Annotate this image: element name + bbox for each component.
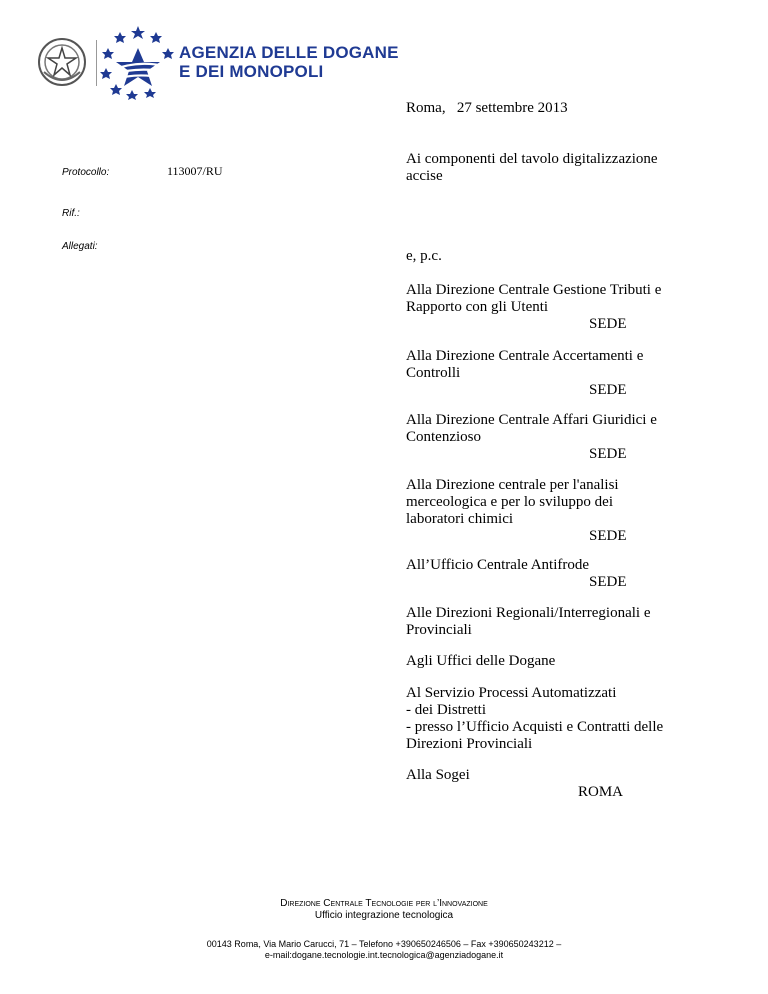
protocollo-value: 113007/RU	[167, 164, 223, 178]
recipient-line: Al Servizio Processi Automatizzati	[406, 685, 617, 701]
recipient-line: Rapporto con gli Utenti	[406, 299, 549, 315]
recipient-block	[406, 653, 706, 670]
pc-label: e, p.c.	[406, 248, 442, 264]
main-recipient	[406, 151, 706, 185]
recipient-line: Alle Direzioni Regionali/Interregionali e	[406, 605, 651, 621]
protocollo-label: Protocollo:	[62, 167, 110, 178]
main-recipient-line: Ai componenti del tavolo digitalizzazione	[406, 151, 658, 167]
recipient-block	[406, 348, 706, 399]
footer-address: 00143 Roma, Via Mario Carucci, 71 – Telefono +390650246506 – Fax +390650243212 –	[206, 939, 562, 949]
recipient-line: Direzioni Provinciali	[406, 736, 533, 752]
allegati-label: Allegati:	[62, 241, 98, 252]
recipient-block	[406, 557, 706, 591]
logo-text-line1: AGENZIA DELLE DOGANE	[179, 43, 399, 62]
footer-unit: Ufficio integrazione tecnologica	[314, 910, 454, 921]
recipient-line: Provinciali	[406, 622, 472, 638]
recipient-line: Contenzioso	[406, 429, 481, 445]
recipient-line: Alla Sogei	[406, 767, 470, 783]
recipient-line: merceologica e per lo sviluppo dei	[406, 494, 614, 510]
recipient-place: SEDE	[589, 528, 627, 544]
eu-stars-logo-icon	[98, 24, 178, 100]
recipient-line: - dei Distretti	[406, 702, 486, 718]
recipient-place: SEDE	[589, 574, 627, 590]
recipient-line: Alla Direzione centrale per l'analisi	[406, 477, 619, 493]
recipient-line: Agli Uffici delle Dogane	[406, 653, 556, 669]
letter-date: Roma, 27 settembre 2013	[406, 100, 568, 116]
logo-text-line2: E DEI MONOPOLI	[179, 62, 324, 81]
recipient-line: Alla Direzione Centrale Accertamenti e	[406, 348, 644, 364]
recipient-block	[406, 605, 706, 639]
recipient-line: Alla Direzione Centrale Gestione Tributi e	[406, 282, 662, 298]
recipient-place: ROMA	[578, 784, 624, 800]
recipient-line: - presso l’Ufficio Acquisti e Contratti delle	[406, 719, 664, 735]
recipient-block	[406, 412, 706, 463]
recipient-line: All’Ufficio Centrale Antifrode	[406, 557, 590, 573]
recipient-place: SEDE	[589, 382, 627, 398]
recipient-line: laboratori chimici	[406, 511, 514, 527]
recipient-block	[406, 477, 706, 545]
recipient-place: SEDE	[589, 446, 627, 462]
recipient-line: Controlli	[406, 365, 461, 381]
recipient-block	[406, 767, 706, 801]
italian-republic-emblem-icon	[36, 36, 88, 88]
footer-office: Direzione Centrale Tecnologie per l’Innovazione	[280, 898, 488, 909]
recipient-block	[406, 685, 706, 753]
recipient-place: SEDE	[589, 316, 627, 332]
main-recipient-line: accise	[406, 168, 443, 184]
recipient-line: Alla Direzione Centrale Affari Giuridici e	[406, 412, 657, 428]
footer-email: e-mail:dogane.tecnologie.int.tecnologica@agenziadogane.it	[264, 950, 504, 960]
rif-label: Rif.:	[62, 208, 80, 219]
recipient-block	[406, 282, 706, 333]
logo-divider	[96, 40, 97, 86]
